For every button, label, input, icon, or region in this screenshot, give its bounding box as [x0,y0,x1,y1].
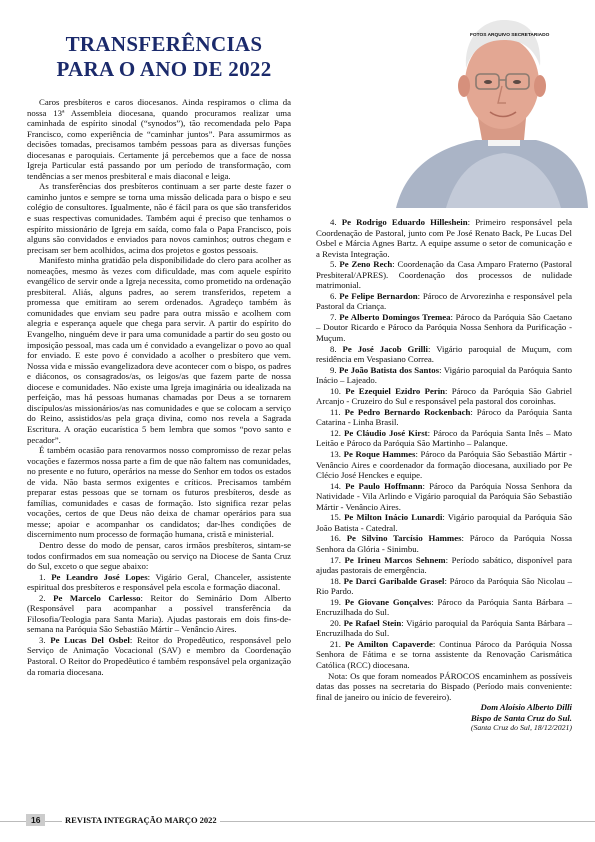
signature-title: Bispo de Santa Cruz do Sul. [470,712,572,723]
list-item: 9. Pe João Batista dos Santos: Vigário paroquial da Paróquia Santo Inácio – Lajeado. [316,364,572,386]
list-item: 4. Pe Rodrigo Eduardo Hilleshein: Primeiro responsável pela Coordenação de Pastoral, junto com Pe José Renato Back, Pe Lucas Del Osbel e Márcia Agnes Bartz. A equipe assume o setor de comunicação e a Revista Integração. [316,217,573,259]
list-item: 20. Pe Rafael Stein: Vigário paroquial da Paróquia Santa Bárbara – Encruzilhada do Sul. [316,617,573,639]
priest-name: Pe José Jacob Grilli [342,343,428,354]
list-item: 1. Pe Leandro José Lopes: Vigário Geral, Chanceler, assistente espiritual dos presbíteros e responsável pela escola e formação diaconal. [27,571,292,593]
priest-name: Pe Giovane Gonçalves [344,596,432,607]
paragraph-vocations: É também ocasião para renovarmos nosso compromisso de rezar pelas vocações e fazermos nossa parte a fim de que não faltem nas comunidades, no presente e no futuro, operários na messe do Senhor em todos os estados de vida. Não basta sermos exigentes e críticos. Precisamos também preparar estas pessoas que se tornam os futuros presbíteros, desde as famílias, comunidades e casas de formação. Isto significa rezar pelas vocações, certos de que Deus não deixa de chamar operários para sua messe; apoiar e acompanhar os candidatos; dar-lhes condições de discernimento num processo de formação humana, cristã e ministerial. [27,445,291,540]
priest-name: Pe Zeno Rech [339,259,393,270]
article-column-1 [27,97,291,677]
priest-name: Pe Lucas Del Osbel [50,634,130,645]
list-item: 5. Pe Zeno Rech: Coordenação da Casa Amparo Fraterno (Pastoral Presbiteral/APRES). Coordenação dos processos de nulidade matrimonial. [316,259,573,291]
priest-name: Pe Darci Garibalde Grasel [343,575,445,586]
signature-date: (Santa Cruz do Sul, 18/12/2021) [470,723,572,733]
priest-name: Pe Pedro Bernardo Rockenbach [344,406,471,417]
priest-name: Pe Irineu Marcos Sehnem [344,554,446,565]
paragraph-confirmation: Dentro desse do modo de pensar, caros irmãos presbíteros, sintam-se todos confirmados em sua nomeação ou serviço na Diocese de Santa Cruz do Sul, exceto o que segue abaixo: [27,539,291,572]
paragraph-transfers: As transferências dos presbíteros continuam a ser parte deste fazer o caminho juntos e sempre se torna uma missão delicada para o bispo e seu colégio de consultores. Igualmente, não é fácil para os que são transferidos e suas respectivas comunidades. Também aqui é preciso que tenhamos o espírito missionário de Igreja em saída, como fala o Papa Francisco, pois alguns são convidados e enviados para novos caminhos; outros chegam e precisam ser bem acolhidos, acima dos projetos e gostos pessoais. [27,181,291,255]
note-paragraph: Nota: Os que foram nomeados PÁROCOS encaminhem as possíveis datas das posses na secretaria do Bispado (Período mais conveniente: final de janeiro ou início de fevereiro). [316,670,572,702]
bishop-portrait-image [386,8,588,208]
list-item: 16. Pe Silvino Tarcísio Hammes: Pároco da Paróquia Nossa Senhora da Glória - Sinimbu. [316,533,573,554]
priest-name: Pe Alberto Domingos Tremea [339,311,451,322]
list-item: 2. Pe Marcelo Carlesso: Reitor do Seminário Dom Alberto (Responsável para acompanhar a possível transferência da Filosofia/Teologia para Santa Maria). Ajudas pastorais em dois fins-de-semana na Paróquia São Sebastião Mártir – Venâncio Aires. [27,592,292,635]
paragraph-intro: Caros presbíteros e caros diocesanos. Ainda respiramos o clima da nossa 13ª Assembleia diocesana, quando procuramos realizar uma caminhada de espírito sinodal (“synodos”), tão recomendada pelo Papa Francisco, como experiência de “caminhar juntos”. Para assumirmos as decisões tomadas, precisamos também pessoas para as diversas funções diocesanas e paroquiais. Certamente já percebemos que a face de nossa Igreja Particular está passando por um período de transformação, com tendências a ser menos presbiteral e mais diaconal e leiga. [27,97,291,181]
page-number: 16 [26,814,45,826]
list-item: 6. Pe Felipe Bernardon: Pároco de Arvorezinha e responsável pela Pastoral da Criança. [316,290,573,312]
title-line-2: PARA O ANO DE 2022 [56,57,272,81]
priest-name: Pe Amilton Capaverde [344,638,433,649]
bishop-photo [386,8,588,208]
priest-name: Pe João Batista dos Santos [338,364,440,375]
list-item: 11. Pe Pedro Bernardo Rockenbach: Pároco da Paróquia Santa Catarina - Linha Brasil. [316,406,572,428]
title-line-1: TRANSFERÊNCIAS [65,32,263,56]
list-item: 17. Pe Irineu Marcos Sehnem: Período sabático, disponível para ajudas pastorais de emergência. [316,554,573,576]
priest-name: Pe Rodrigo Eduardo Hilleshein [341,217,468,227]
priest-name: Pe Silvino Tarcísio Hammes [346,533,462,544]
signature-name: Dom Aloísio Alberto Dilli [480,702,572,713]
priest-name: Pe Milton Inácio Lunardi [344,512,443,523]
magazine-name: REVISTA INTEGRAÇÃO MARÇO 2022 [62,815,220,825]
list-item: 14. Pe Paulo Hoffmann: Pároco da Paróquia Nossa Senhora da Natividade - Vila Arlindo e Vigário paroquial da Paróquia São Sebastião Mártir - Venâncio Aires. [316,480,572,512]
priest-name: Pe Leandro José Lopes [51,571,148,582]
list-item: 8. Pe José Jacob Grilli: Vigário paroquial de Muçum, com residência em Vespasiano Correa. [316,343,573,365]
list-item: 7. Pe Alberto Domingos Tremea: Pároco da Paróquia São Caetano – Doutor Ricardo e Pároco da Paróquia Nossa Senhora da Purificação - Muçum. [316,311,573,344]
list-item: 13. Pe Roque Hammes: Pároco da Paróquia São Sebastião Mártir - Venâncio Aires e coordenador da formação diocesana, auxiliado por Pe Clécio José Henckes e equipe. [316,449,572,481]
list-item: 21. Pe Amilton Capaverde: Continua Pároco da Paróquia Nossa Senhora de Fátima e se torna assistente da Renovação Carismática Católica (RCC) diocesana. [316,638,573,670]
priest-name: Pe Cláudio José Kirst [344,427,428,438]
article-title [28,32,300,82]
list-item: 18. Pe Darci Garibalde Grasel: Pároco da Paróquia São Nicolau – Rio Pardo. [316,575,572,597]
article-column-2 [316,217,572,734]
photo-credit: FOTOS ARQUIVO SECRETARIADO [470,33,550,38]
priest-name: Pe Paulo Hoffmann [345,480,423,491]
list-item: 10. Pe Ezequiel Ezidro Perin: Pároco da Paróquia São Gabriel Arcanjo - Cruzeiro do Sul e responsável pela pastoral dos coroinhas. [316,385,573,407]
list-item: 12. Pe Cláudio José Kirst: Pároco da Paróquia Santa Inês – Mato Leitão e Pároco da Paróquia São Martinho – Palanque. [316,427,573,449]
priest-name: Pe Ezequiel Ezidro Perin [345,385,446,396]
priest-name: Pe Rafael Stein [343,617,402,628]
list-item: 15. Pe Milton Inácio Lunardi: Vigário paroquial da Paróquia São João Batista - Catedral. [316,512,572,533]
priest-name: Pe Marcelo Carlesso [53,592,141,603]
page-footer [0,813,595,831]
priest-name: Pe Felipe Bernardon [339,290,418,301]
list-item: 19. Pe Giovane Gonçalves: Pároco da Paróquia Santa Bárbara – Encruzilhada do Sul. [316,596,572,618]
priest-name: Pe Roque Hammes [343,449,416,460]
paragraph-gratitude: Manifesto minha gratidão pela disponibilidade do clero para acolher as nomeações, mesmo às vezes com dificuldade, mas com aquele espírito evangélico de servir onde a Igreja necessita, como prometido na ordenação presbiteral. Aliás, alguns padres, ao serem transferidos, repetem a promessa que emitiram ao serem ordenados. Agradeço também às comunidades que enviam seu padre para outra missão e acolhem com alegria e esperança aquele que chega para servir. A partir do espírito do Evangelho, ninguém deve ir para uma comunidade a partir do seu gosto ou imposição pessoal, mas cada um é convidado a evangelizar o povo ao qual for enviado. E este povo é convidado a acolher o presbítero que vem. Nossa vida e missão evangelizadora deve acontecer com o bispo, os padres e diáconos, os consagrados/as, os leigos/as que fazem parte de nossa diocese e comunidades. Não existe uma Igreja imaginária ou idealizada na perfeição, mas há pessoas humanas chamadas por Deus a se tornarem discípulos/as missionários/as nas comunidades e que se colocam a serviço do Reino, assistidos/as pela graça divina, como nos revela a Sagrada Escritura. A oração eucarística 5 bem lembra que somos “povo santo e pecador”. [27,255,291,445]
list-item: 3. Pe Lucas Del Osbel: Reitor do Propedêutico, responsável pelo Serviço de Animação Vocacional (SAV) e membro da Coordenação Pastoral. O Reitor do Propedêutico é também responsável pela organização da romaria diocesana. [27,634,292,677]
